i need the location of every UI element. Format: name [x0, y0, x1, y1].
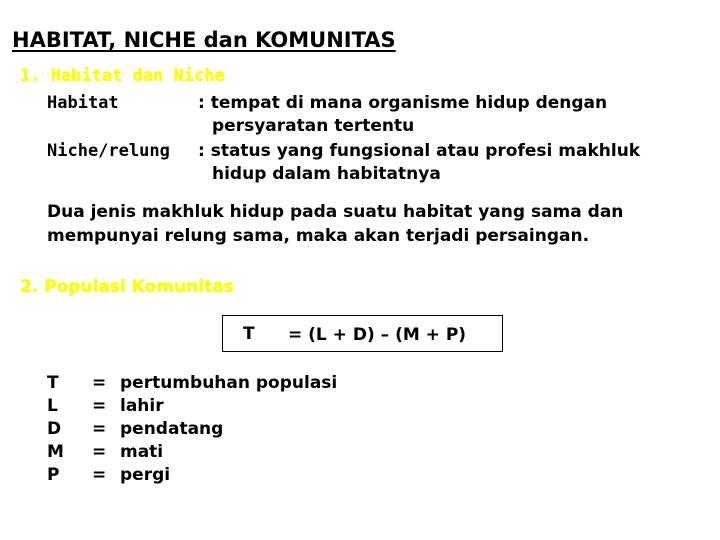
definition-symbol: M — [47, 442, 64, 462]
habitat-term: Habitat — [47, 93, 119, 113]
competition-paragraph-line1: Dua jenis makhluk hidup pada suatu habitat yang sama dan — [47, 202, 624, 222]
definition-equals-sign: = — [92, 442, 107, 462]
definition-equals-sign: = — [92, 465, 107, 485]
formula-expression: = (L + D) – (M + P) — [288, 325, 467, 345]
habitat-definition-line2: persyaratan tertentu — [212, 116, 415, 136]
definition-equals — [92, 372, 106, 487]
section-heading-populasi-komunitas: 2. Populasi Komunitas — [20, 277, 234, 297]
definition-equals-sign: = — [92, 419, 107, 439]
definition-symbol: L — [47, 396, 58, 416]
definition-equals-sign: = — [92, 396, 107, 416]
habitat-definition-line1: : tempat di mana organisme hidup dengan — [198, 93, 608, 113]
definition-meaning: pertumbuhan populasi — [120, 373, 338, 393]
competition-paragraph-line2: mempunyai relung sama, maka akan terjadi persaingan. — [47, 226, 590, 246]
definition-meaning: pergi — [120, 465, 171, 485]
niche-term: Niche/relung — [47, 141, 170, 161]
definition-equals-sign: = — [92, 373, 107, 393]
niche-definition-line1: : status yang fungsional atau profesi makhluk — [198, 141, 641, 161]
page-title: HABITAT, NICHE dan KOMUNITAS — [12, 28, 396, 52]
formula-variable: T — [243, 324, 255, 344]
definition-meanings — [120, 372, 337, 487]
section-heading-habitat-niche: 1. Habitat dan Niche — [20, 66, 225, 86]
definition-meaning: mati — [120, 442, 164, 462]
definition-symbol: P — [47, 465, 60, 485]
definition-symbol: D — [47, 419, 62, 439]
definition-symbols — [47, 372, 64, 487]
definition-meaning: lahir — [120, 396, 164, 416]
definition-symbol: T — [47, 373, 59, 393]
definition-meaning: pendatang — [120, 419, 224, 439]
niche-definition-line2: hidup dalam habitatnya — [212, 164, 441, 184]
